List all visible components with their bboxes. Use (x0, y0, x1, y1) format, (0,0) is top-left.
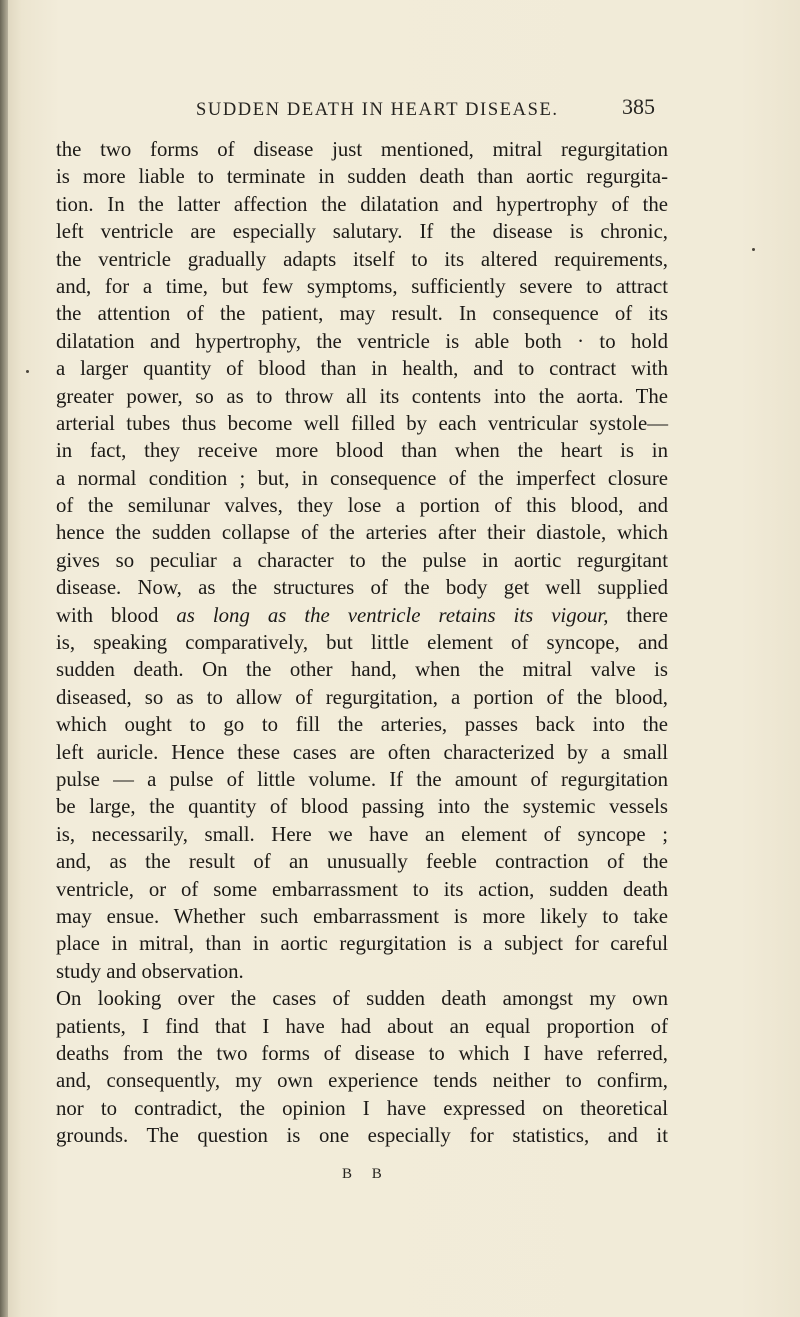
running-title: SUDDEN DEATH IN HEART DISEASE. (196, 100, 559, 120)
text-line: is, necessarily, small. Here we have an element of syncope ; (56, 822, 668, 846)
text-segment: there (626, 603, 668, 627)
text-line: and, consequently, my own experience tends neither to confirm, (56, 1069, 668, 1093)
text-line: be large, the quantity of blood passing into the systemic vessels (56, 795, 668, 819)
paper-speck (26, 370, 29, 373)
text-line: sudden death. On the other hand, when the mitral valve is (56, 658, 668, 682)
text-line: a larger quantity of blood than in health, and to contract with (56, 357, 668, 381)
paragraph-end-line: study and observation. (56, 959, 244, 983)
text-line: the ventricle gradually adapts itself to its altered requirements, (56, 247, 668, 271)
text-line: disease. Now, as the structures of the body get well supplied (56, 576, 668, 600)
text-line: arterial tubes thus become well filled by each ventricular systole— (56, 411, 668, 435)
text-line: deaths from the two forms of disease to which I have referred, (56, 1041, 668, 1065)
text-line: a normal condition ; but, in consequence of the imperfect closure (56, 466, 668, 490)
text-line: patients, I find that I have had about an equal proportion of (56, 1014, 668, 1038)
text-line: the two forms of disease just mentioned, mitral regurgitation (56, 138, 668, 161)
page-binding-edge (0, 0, 8, 1317)
text-line: dilatation and hypertrophy, the ventricle is able both · to hold (56, 329, 668, 353)
text-line: the attention of the patient, may result. In consequence of its (56, 302, 668, 326)
text-line: grounds. The question is one especially for statistics, and it (56, 1124, 668, 1148)
text-line: in fact, they receive more blood than when the heart is in (56, 439, 668, 463)
text-line: left ventricle are especially salutary. If the disease is chronic, (56, 220, 668, 244)
text-line: diseased, so as to allow of regurgitation, a portion of the blood, (56, 685, 668, 709)
text-line: of the semilunar valves, they lose a portion of this blood, and (56, 494, 668, 518)
text-line: which ought to go to fill the arteries, passes back into the (56, 713, 668, 737)
paper-speck (752, 248, 755, 251)
text-line: may ensue. Whether such embarrassment is more likely to take (56, 904, 668, 928)
text-line: left auricle. Hence these cases are often characterized by a small (56, 740, 668, 764)
body-text (56, 136, 668, 1149)
page-number: 385 (622, 94, 655, 119)
text-line: greater power, so as to throw all its contents into the aorta. The (56, 384, 668, 408)
text-line: tion. In the latter affection the dilatation and hypertrophy of the (56, 192, 668, 216)
text-line: ventricle, or of some embarrassment to its action, sudden death (56, 877, 668, 901)
running-head (0, 94, 800, 130)
paragraph-start-line: On looking over the cases of sudden death amongst my own (56, 987, 668, 1011)
text-line-with-italic (56, 602, 668, 629)
text-line: gives so peculiar a character to the pulse in aortic regurgitant (56, 548, 668, 572)
text-line: is more liable to terminate in sudden death than aortic regurgita- (56, 165, 668, 189)
signature-mark: B B (342, 1166, 390, 1182)
text-line: and, for a time, but few symptoms, sufficiently severe to attract (56, 274, 668, 298)
text-line: nor to contradict, the opinion I have expressed on theoretical (56, 1096, 668, 1120)
text-line: and, as the result of an unusually feeble contraction of the (56, 850, 668, 874)
text-line: hence the sudden collapse of the arteries after their diastole, which (56, 521, 668, 545)
text-line: place in mitral, than in aortic regurgitation is a subject for careful (56, 932, 668, 956)
text-segment: with blood (56, 603, 159, 627)
italic-emphasis: as long as the ventricle retains its vigour, (176, 603, 609, 627)
text-line: is, speaking comparatively, but little element of syncope, and (56, 631, 668, 655)
text-line: pulse — a pulse of little volume. If the amount of regurgitation (56, 767, 668, 791)
